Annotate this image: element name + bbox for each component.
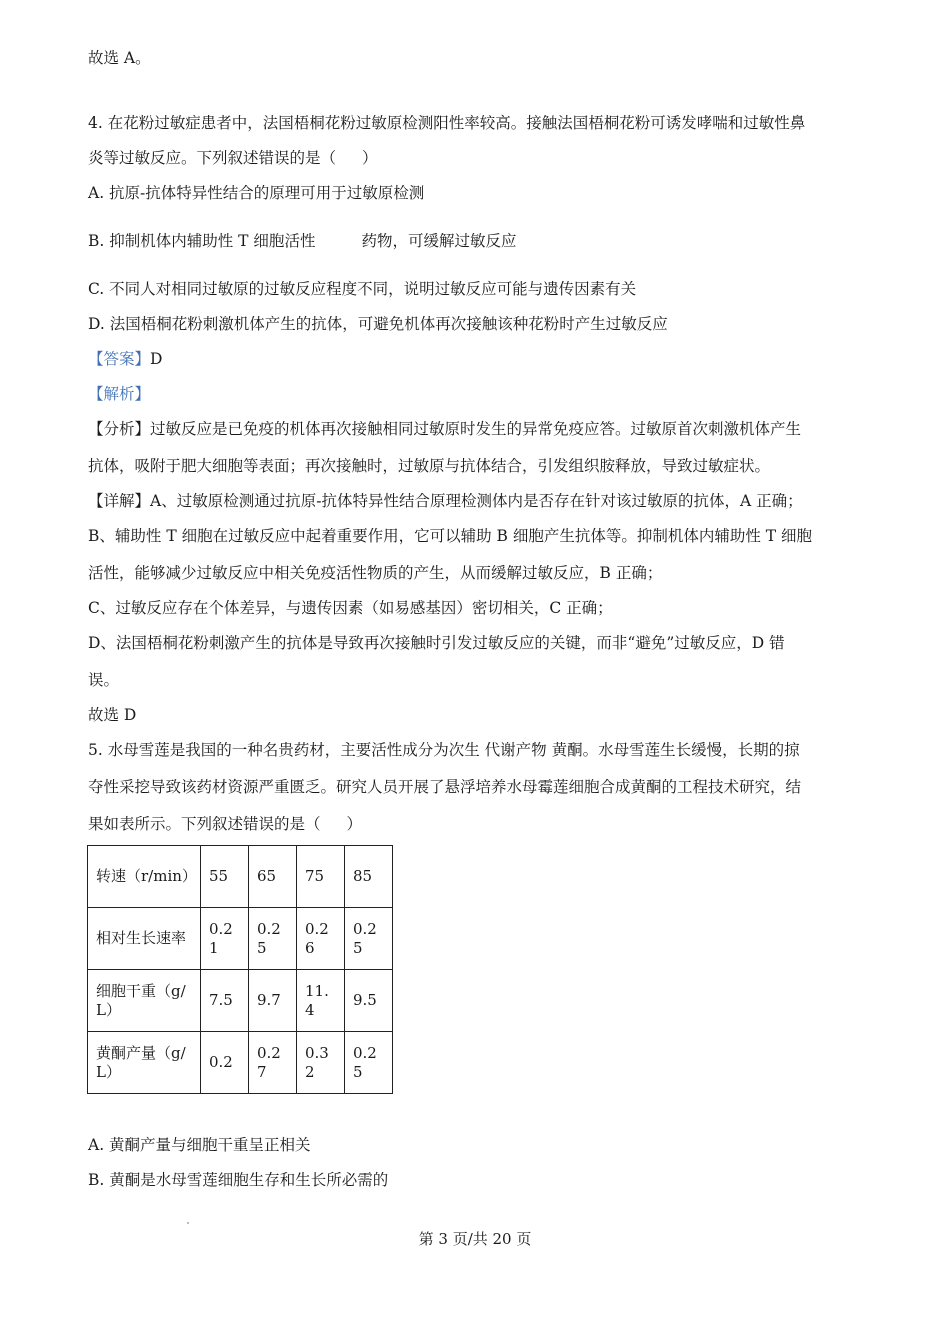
q4-xiangjie-b1: B、辅助性 T 细胞在过敏反应中起着重要作用，它可以辅助 B 细胞产生抗体等。抑制机体内辅助性 T 细胞	[88, 527, 813, 545]
q4-option-c: C. 不同人对相同过敏原的过敏反应程度不同，说明过敏反应可能与遗传因素有关	[88, 280, 637, 298]
q4-stem-line1: 4. 在花粉过敏症患者中，法国梧桐花粉过敏原检测阳性率较高。接触法国梧桐花粉可诱发哮喘和过敏性鼻	[88, 114, 806, 132]
table-cell: 0.27	[249, 1032, 297, 1094]
q4-conclusion: 故选 D	[88, 706, 137, 724]
q4-xiangjie-c: C、过敏反应存在个体差异，与遗传因素（如易感基因）密切相关，C 正确；	[88, 599, 613, 617]
q4-fenxi-line2: 抗体，吸附于肥大细胞等表面；再次接触时，过敏原与抗体结合，引发组织胺释放，导致过敏症状。	[88, 457, 771, 475]
q5-stem-line1: 5. 水母雪莲是我国的一种名贵药材，主要活性成分为次生 代谢产物 黄酮。水母雪莲生长缓慢，长期的掠	[88, 741, 800, 759]
scan-dot	[187, 1222, 189, 1224]
table-cell: 55	[201, 846, 249, 908]
table-row	[88, 1032, 393, 1094]
answer-tag: 【答案】	[88, 350, 151, 368]
table-cell: 7.5	[201, 970, 249, 1032]
table-cell: 0.25	[249, 908, 297, 970]
xiangjie-a-text: A、过敏原检测通过抗原-抗体特异性结合原理检测体内是否存在针对该过敏原的抗体，A 正确；	[150, 492, 803, 510]
page-footer: 第 3 页/共 20 页	[418, 1230, 532, 1248]
fenxi-text1: 过敏反应是已免疫的机体再次接触相同过敏原时发生的异常免疫应答。过敏原首次刺激机体产生	[150, 420, 802, 438]
table-cell: 65	[249, 846, 297, 908]
q5-option-a: A. 黄酮产量与细胞干重呈正相关	[88, 1136, 311, 1154]
q4-option-b-start: B. 抑制机体内辅助性 T 细胞活性	[88, 232, 316, 250]
table-cell: 9.7	[249, 970, 297, 1032]
table-row	[88, 846, 393, 908]
table-cell: 9.5	[345, 970, 393, 1032]
table-cell: 85	[345, 846, 393, 908]
q4-xiangjie-d2: 误。	[88, 671, 120, 689]
q4-option-d: D. 法国梧桐花粉刺激机体产生的抗体，可避免机体再次接触该种花粉时产生过敏反应	[88, 315, 668, 333]
q5-stem-line3-end: ）	[346, 815, 363, 833]
q4-option-b-end: 药物，可缓解过敏反应	[361, 232, 517, 250]
table-row	[88, 908, 393, 970]
row-header: 相对生长速率	[88, 908, 201, 970]
q4-xiangjie-b2: 活性，能够减少过敏反应中相关免疫活性物质的产生，从而缓解过敏反应，B 正确；	[88, 564, 663, 582]
results-table	[87, 845, 393, 1094]
table-cell: 75	[297, 846, 345, 908]
q4-stem-line2-text: 炎等过敏反应。下列叙述错误的是（	[88, 149, 337, 167]
table-cell: 0.2	[201, 1032, 249, 1094]
fenxi-tag: 【分析】	[88, 420, 151, 438]
q4-xiangjie-a	[88, 491, 803, 511]
q5-stem-line3-text: 果如表所示。下列叙述错误的是（	[88, 815, 321, 833]
row-header: 黄酮产量（g/L）	[88, 1032, 201, 1094]
prev-conclusion: 故选 A。	[88, 49, 151, 67]
xiangjie-tag: 【详解】	[88, 492, 151, 510]
row-header: 细胞干重（g/L）	[88, 970, 201, 1032]
table-cell: 0.32	[297, 1032, 345, 1094]
q4-stem-line2-end: ）	[362, 149, 378, 167]
q4-fenxi-line1	[88, 419, 801, 439]
row-header: 转速（r/min）	[88, 846, 201, 908]
table-cell: 0.25	[345, 1032, 393, 1094]
analysis-tag: 【解析】	[88, 385, 151, 403]
q4-option-a: A. 抗原-抗体特异性结合的原理可用于过敏原检测	[88, 184, 425, 202]
q4-option-b	[88, 231, 516, 251]
q4-xiangjie-d1: D、法国梧桐花粉刺激产生的抗体是导致再次接触时引发过敏反应的关键，而非“避免”过敏反应，D 错	[88, 634, 785, 652]
answer-value: D	[150, 350, 163, 368]
q5-option-b: B. 黄酮是水母雪莲细胞生存和生长所必需的	[88, 1171, 389, 1189]
q4-answer	[88, 349, 162, 369]
table-cell: 0.25	[345, 908, 393, 970]
table-cell: 0.26	[297, 908, 345, 970]
table-row	[88, 970, 393, 1032]
q5-stem-line2: 夺性采挖导致该药材资源严重匮乏。研究人员开展了悬浮培养水母霉莲细胞合成黄酮的工程技术研究，结	[88, 778, 802, 796]
q5-stem-line3	[88, 814, 362, 834]
q4-stem-line2	[88, 148, 378, 168]
table-cell: 0.21	[201, 908, 249, 970]
table-cell: 11.4	[297, 970, 345, 1032]
